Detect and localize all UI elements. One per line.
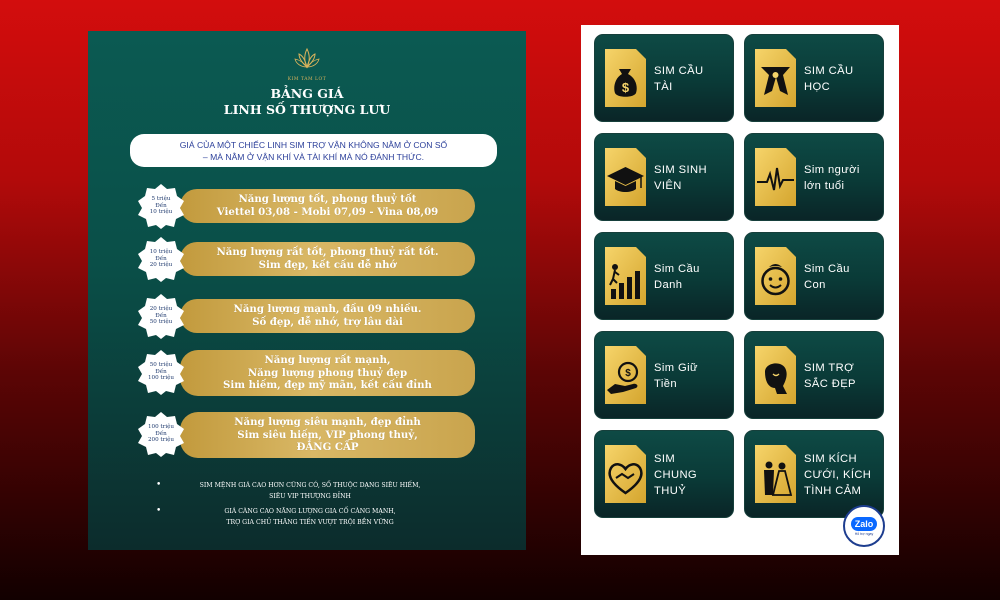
card-label-line: SIM CẦU: [804, 65, 854, 77]
card-label-line: Sim Cầu: [654, 263, 700, 275]
badge-line: 200 triệu: [147, 437, 175, 444]
heart-handshake-icon: [603, 443, 648, 505]
price-tier-bar: [180, 299, 475, 333]
price-badge: [136, 236, 186, 282]
price-badge: [136, 293, 186, 339]
tier-line: Năng lượng mạnh, đầu 09 nhiều.: [233, 303, 422, 316]
badge-line: 10 triệu: [149, 209, 173, 216]
sim-category-card[interactable]: [594, 331, 734, 419]
tier-line: Năng lượng tốt, phong thuỷ tốt: [238, 193, 417, 206]
badge-line: 50 triệu: [149, 362, 173, 369]
badge-line: Đến: [155, 430, 167, 437]
tier-line: Sim hiếm, đẹp mỹ mãn, kết cấu đỉnh: [223, 379, 432, 392]
badge-line: Đến: [155, 255, 167, 262]
sim-category-card[interactable]: [744, 34, 884, 122]
price-tier-bar: [180, 350, 475, 396]
card-label-line: SIM KÍCH: [804, 453, 857, 465]
notes-list: [160, 480, 460, 529]
card-label-line: SẮC ĐẸP: [804, 378, 856, 390]
card-label-line: Con: [804, 279, 826, 291]
card-label-line: CƯỚI, KÍCH: [804, 469, 872, 481]
woman-face-icon: [753, 344, 798, 406]
card-label-line: HỌC: [804, 81, 831, 93]
badge-line: Đến: [155, 312, 167, 319]
brand-text: KIM TAM LOT: [287, 77, 327, 82]
card-label-line: SIM CẦU: [654, 65, 704, 77]
badge-line: 5 triệu: [151, 196, 171, 203]
zalo-sub-label: Hỗ trợ ngay: [854, 531, 874, 536]
career-growth-icon: [603, 245, 648, 307]
svg-text:$: $: [625, 368, 631, 379]
tier-line: Năng lượng rất tốt, phong thuỷ rất tốt.: [216, 246, 439, 259]
sim-category-card[interactable]: [744, 331, 884, 419]
heartbeat-icon: [753, 146, 798, 208]
sim-category-card[interactable]: [744, 133, 884, 221]
card-label-line: Danh: [654, 279, 683, 291]
zalo-label: Zalo: [851, 517, 878, 531]
price-tier-bar: [180, 242, 475, 276]
lotus-logo-icon: [292, 45, 322, 75]
graduation-cap-icon: [603, 146, 648, 208]
badge-line: Đến: [155, 202, 167, 209]
note-item: [160, 480, 460, 502]
card-label-line: THUỶ: [654, 485, 687, 497]
card-label-line: Sim Cầu: [804, 263, 850, 275]
baby-face-icon: [753, 245, 798, 307]
zalo-chat-button[interactable]: [843, 505, 885, 547]
tier-line: Năng lượng rất mạnh,: [264, 354, 391, 367]
quote-box: [130, 134, 497, 167]
card-label-line: Sim người: [804, 164, 860, 176]
badge-line: 20 triệu: [149, 262, 173, 269]
badge-line: 10 triệu: [149, 249, 173, 256]
price-tier-bar: [180, 412, 475, 458]
card-label-line: VIÊN: [654, 180, 682, 192]
card-label-line: SIM TRỢ: [804, 362, 855, 374]
scarf-icon: [753, 47, 798, 109]
page-subtitle: LINH SỐ THƯỢNG LƯU: [223, 102, 391, 117]
badge-line: 20 triệu: [149, 306, 173, 313]
tier-line: Sim siêu hiếm, VIP phong thuỷ,: [237, 428, 418, 441]
sim-category-card[interactable]: [594, 232, 734, 320]
card-label-line: CHUNG: [654, 469, 698, 481]
tier-line: Năng lượng siêu mạnh, đẹp đỉnh: [234, 416, 421, 429]
sim-category-card[interactable]: [594, 133, 734, 221]
svg-text:$: $: [621, 80, 630, 95]
price-board-panel: [88, 31, 526, 550]
badge-line: 100 triệu: [147, 375, 175, 382]
badge-line: Đến: [155, 368, 167, 375]
card-label-line: lớn tuổi: [804, 180, 845, 192]
price-badge: [136, 349, 186, 395]
price-badge: [136, 411, 186, 457]
sim-category-card[interactable]: [594, 34, 734, 122]
badge-line: 50 triệu: [149, 319, 173, 326]
card-label-line: Tiền: [654, 378, 677, 390]
quote-line: GIÁ CỦA MỘT CHIẾC LINH SIM TRỢ VẬN KHÔNG NẰM Ở CON SỐ: [179, 139, 448, 150]
page-title: BẢNG GIÁ: [270, 86, 344, 101]
price-tier-bar: [180, 189, 475, 223]
note-line: • SIM MỆNH GIÁ CAO HƠN CŨNG CÓ, SỐ THUỘC DẠNG SIÊU HIẾM,: [199, 482, 421, 489]
card-label-line: SIM SINH: [654, 164, 707, 176]
card-label-line: TÌNH CẢM: [804, 485, 862, 497]
badge-line: 100 triệu: [147, 424, 175, 431]
tier-line: Viettel 03,08 - Mobi 07,09 - Vina 08,09: [216, 206, 439, 218]
sim-category-card[interactable]: [744, 232, 884, 320]
price-badge: [136, 183, 186, 229]
tier-line: Năng lượng phong thuỷ đẹp: [247, 366, 408, 379]
tier-line: ĐẲNG CẤP: [296, 441, 359, 454]
sim-category-card[interactable]: [594, 430, 734, 518]
tier-line: Số đẹp, dễ nhớ, trợ lâu dài: [252, 316, 403, 328]
wedding-couple-icon: [753, 443, 798, 505]
tier-line: Sim đẹp, kết cấu dễ nhớ: [258, 259, 397, 271]
money-hand-icon: [603, 344, 648, 406]
card-label-line: Sim Giữ: [654, 362, 698, 374]
note-item: [160, 506, 460, 528]
card-label-line: TÀI: [654, 81, 673, 93]
money-bag-icon: [603, 47, 648, 109]
note-line: • GIÁ CÀNG CAO NĂNG LƯỢNG GIA CỐ CÀNG MẠNH,: [224, 508, 396, 515]
quote-line: – MÀ NẰM Ở VẬN KHÍ VÀ TÀI KHÍ MÀ NÓ ĐÁNH THỨC.: [202, 151, 425, 162]
card-label-line: SIM: [654, 453, 676, 465]
note-line: SIÊU VIP THƯỢNG ĐỈNH: [269, 493, 351, 500]
note-line: TRỢ GIA CHỦ THĂNG TIẾN VƯỢT TRỘI BỀN VỮNG: [226, 519, 394, 526]
